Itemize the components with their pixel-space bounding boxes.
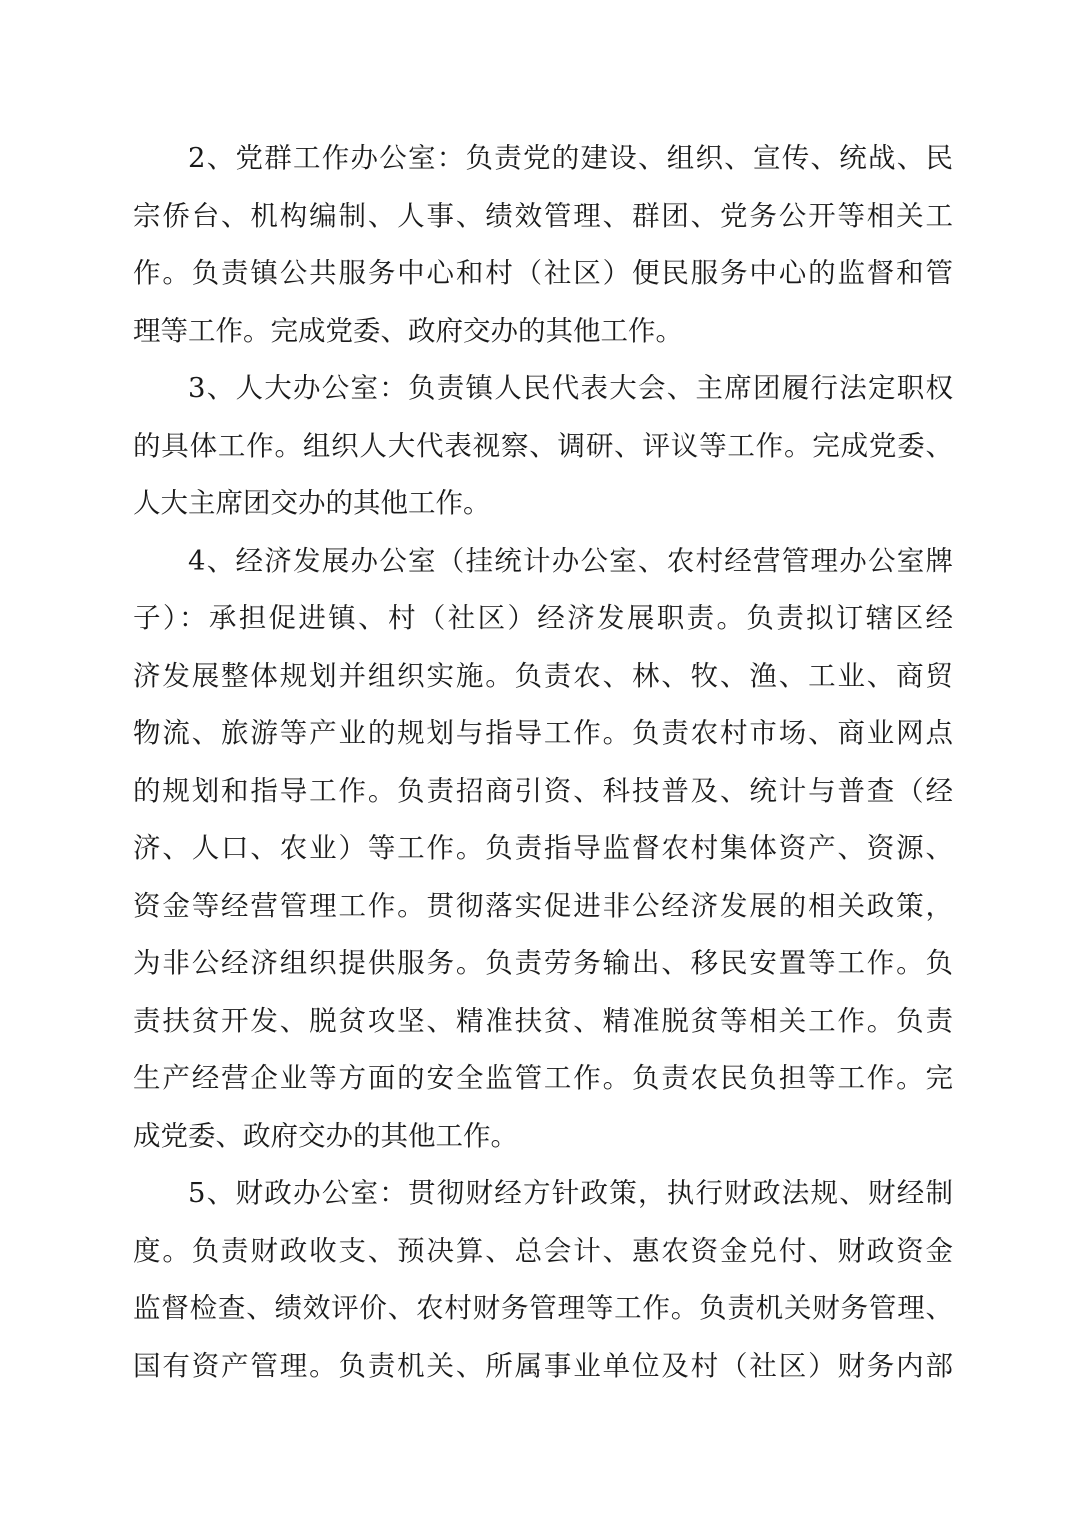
text-line: 资金等经营管理工作。贯彻落实促进非公经济发展的相关政策， — [133, 889, 953, 922]
text-line: 2、党群工作办公室：负责党的建设、组织、宣传、统战、民 — [188, 142, 953, 174]
text-line: 责扶贫开发、脱贫攻坚、精准扶贫、精准脱贫等相关工作。负责 — [133, 1004, 953, 1037]
text-line: 国有资产管理。负责机关、所属事业单位及村（社区）财务内部 — [133, 1349, 953, 1382]
paragraph-party-affairs-office — [133, 130, 953, 360]
text-line: 为非公经济组织提供服务。负责劳务输出、移民安置等工作。负 — [133, 947, 953, 979]
text-line: 理等工作。完成党委、政府交办的其他工作。 — [133, 314, 683, 347]
text-line: 4、经济发展办公室（挂统计办公室、农村经营管理办公室牌 — [188, 544, 953, 577]
paragraph-finance-office — [133, 1165, 953, 1395]
text-line: 宗侨台、机构编制、人事、绩效管理、群团、党务公开等相关工 — [133, 199, 953, 232]
text-line: 3、人大办公室：负责镇人民代表大会、主席团履行法定职权 — [188, 372, 953, 404]
text-line: 子）：承担促进镇、村（社区）经济发展职责。负责拟订辖区经 — [133, 602, 953, 634]
text-line: 5、财政办公室：贯彻财经方针政策，执行财政法规、财经制 — [188, 1177, 953, 1209]
text-line: 生产经营企业等方面的安全监管工作。负责农民负担等工作。完 — [133, 1062, 953, 1094]
text-line: 度。负责财政收支、预决算、总会计、惠农资金兑付、财政资金 — [133, 1234, 953, 1267]
text-line: 的具体工作。组织人大代表视察、调研、评议等工作。完成党委、 — [133, 429, 953, 462]
text-line: 济、人口、农业）等工作。负责指导监督农村集体资产、资源、 — [133, 832, 953, 864]
text-line: 作。负责镇公共服务中心和村（社区）便民服务中心的监督和管 — [133, 257, 953, 289]
document-body — [133, 130, 953, 1395]
paragraph-economic-development-office — [133, 533, 953, 1166]
text-line: 成党委、政府交办的其他工作。 — [133, 1119, 518, 1152]
text-line: 监督检查、绩效评价、农村财务管理等工作。负责机关财务管理、 — [133, 1292, 953, 1324]
text-line: 济发展整体规划并组织实施。负责农、林、牧、渔、工业、商贸 — [133, 659, 953, 692]
text-line: 物流、旅游等产业的规划与指导工作。负责农村市场、商业网点 — [133, 717, 953, 749]
text-line: 的规划和指导工作。负责招商引资、科技普及、统计与普查（经 — [133, 774, 953, 807]
paragraph-npc-office — [133, 360, 953, 533]
text-line: 人大主席团交办的其他工作。 — [133, 487, 491, 519]
